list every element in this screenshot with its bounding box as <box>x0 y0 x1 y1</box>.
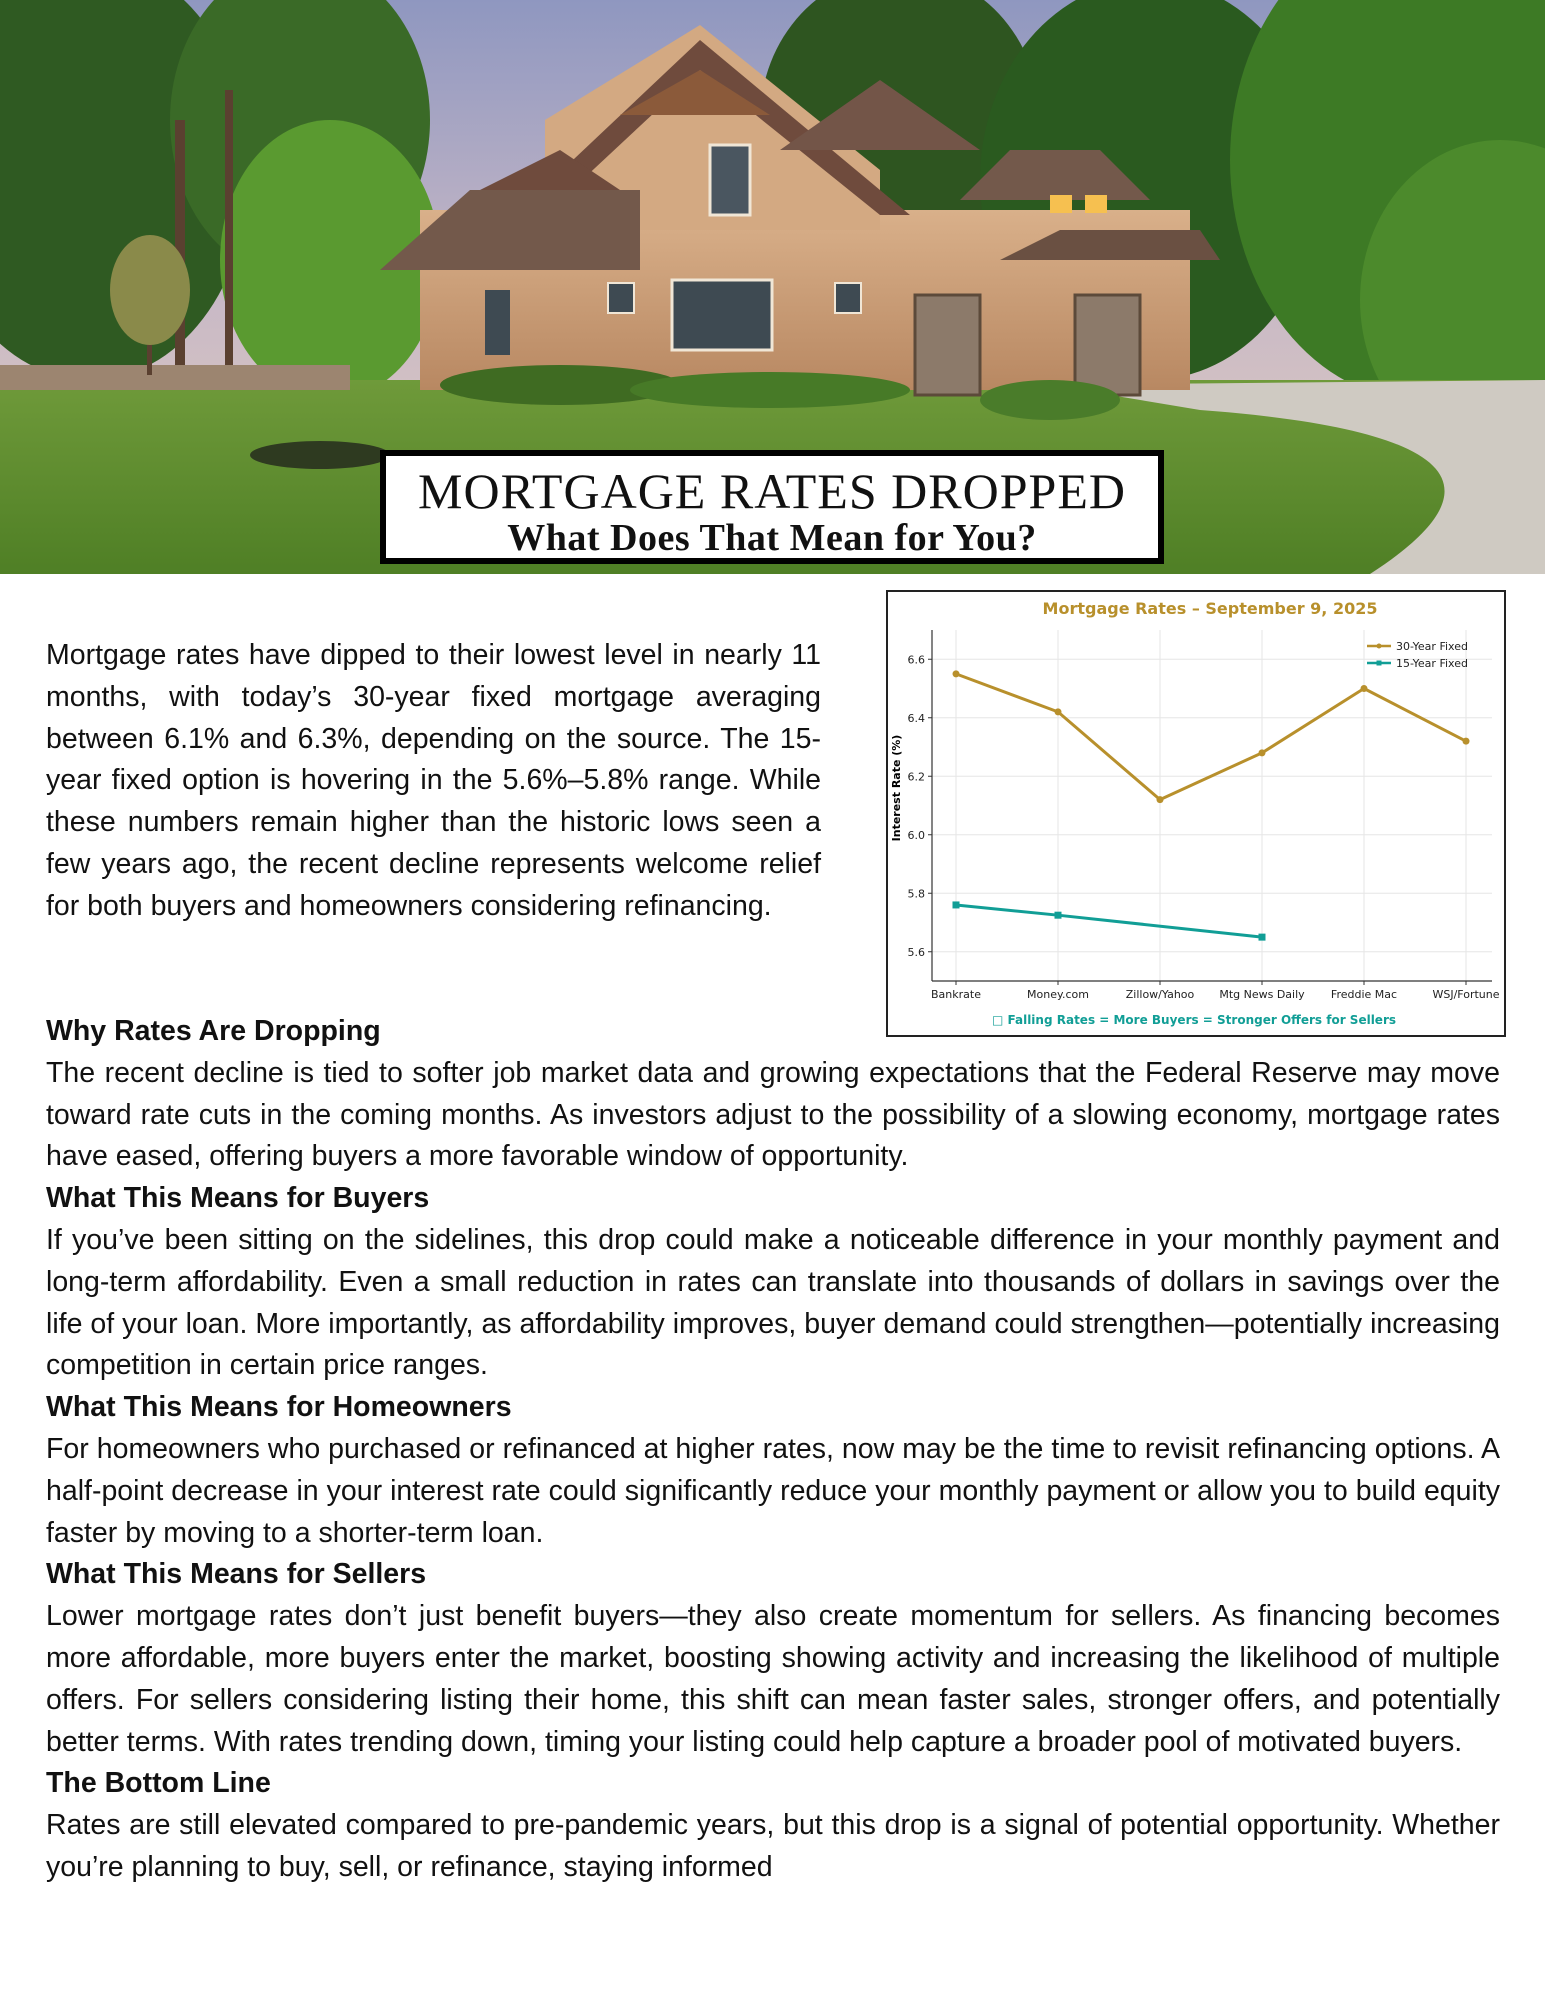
chart-title: Mortgage Rates – September 9, 2025 <box>1042 599 1378 618</box>
x-tick-label: Freddie Mac <box>1330 988 1398 1001</box>
y-tick-label: 6.2 <box>907 770 925 784</box>
mortgage-rates-chart <box>886 590 1506 1037</box>
y-tick-label: 6.4 <box>907 711 925 725</box>
x-tick-label: Mtg News Daily <box>1219 988 1305 1001</box>
section-text: If you’ve been sitting on the sidelines, this drop could make a noticeable difference in your monthly payment and long-term affordability. Even a small reduction in rates can translate into thousands of dollars in savings over the life of your loan. More importantly, as affordability improves, buyer demand could strengthen—potentially increasing competition in certain price ranges. <box>46 1223 1500 1382</box>
section-heading: What This Means for Homeowners <box>46 1391 512 1424</box>
title-banner <box>380 450 1164 564</box>
section-heading: The Bottom Line <box>46 1767 271 1800</box>
y-axis-label: Interest Rate (%) <box>890 734 903 842</box>
section-text: Rates are still elevated compared to pre-pandemic years, but this drop is a signal of potential opportunity. Whether you’re planning to buy, sell, or refinance, staying informed <box>46 1809 1500 1883</box>
hero-image <box>0 0 1545 574</box>
section-buyers <box>46 1178 1500 1387</box>
chart-series <box>953 670 1470 940</box>
section-why-rates-dropping <box>46 1011 1500 1178</box>
section-homeowners <box>46 1387 1500 1554</box>
chart-caption: □ Falling Rates = More Buyers = Stronger Offers for Sellers <box>991 1013 1397 1027</box>
y-tick-label: 5.6 <box>907 945 925 959</box>
section-heading: Why Rates Are Dropping <box>46 1015 381 1047</box>
section-sellers <box>46 1554 1500 1763</box>
data-point <box>1259 749 1266 756</box>
data-point <box>1463 738 1470 745</box>
section-text: Lower mortgage rates don’t just benefit buyers—they also create momentum for sellers. As financing becomes more affordable, more buyers enter the market, boosting showing activity and increasing the likelihood of multiple offers. For sellers considering listing their home, this shift can mean faster sales, stronger offers, and potentially better terms. With rates trending down, timing your listing could help capture a broader pool of motivated buyers. <box>46 1600 1500 1758</box>
article-body <box>46 1011 1500 1889</box>
y-tick-label: 6.6 <box>907 653 925 667</box>
legend-marker <box>1377 644 1382 649</box>
x-tick-label: Money.com <box>1027 988 1089 1001</box>
data-point <box>1157 796 1164 803</box>
section-heading: What This Means for Buyers <box>46 1182 430 1215</box>
section-text: The recent decline is tied to softer job market data and growing expectations that the Federal Reserve may move toward rate cuts in the coming months. As investors adjust to the possibility of a slowing economy, mortgage rates have eased, offering buyers a more favorable window of opportunity. <box>46 1056 1500 1173</box>
data-point <box>1055 708 1062 715</box>
x-tick-label: Bankrate <box>931 988 981 1001</box>
data-point <box>953 901 960 908</box>
legend-label: 30-Year Fixed <box>1396 640 1468 653</box>
page-subtitle: What Does That Mean for You? <box>507 517 1037 559</box>
chart-svg <box>888 592 1504 1035</box>
data-point <box>1259 934 1266 941</box>
section-heading: What This Means for Sellers <box>46 1558 427 1591</box>
section-bottom-line <box>46 1763 1500 1888</box>
series-line-1 <box>956 674 1466 800</box>
page-title: MORTGAGE RATES DROPPED <box>418 463 1126 519</box>
data-point <box>953 670 960 677</box>
x-tick-label: WSJ/Fortune <box>1432 988 1500 1001</box>
data-point <box>1361 685 1368 692</box>
y-tick-label: 6.0 <box>907 828 925 842</box>
chart-legend <box>1367 640 1468 670</box>
section-text: For homeowners who purchased or refinanced at higher rates, now may be the time to revisit refinancing options. A half-point decrease in your interest rate could significantly reduce your monthly payment or allow you to build equity faster by moving to a shorter-term loan. <box>46 1432 1500 1549</box>
y-tick-labels <box>908 653 926 959</box>
legend-label: 15-Year Fixed <box>1396 657 1468 670</box>
x-tick-labels <box>931 988 1500 1001</box>
legend-marker <box>1377 661 1382 666</box>
series-line-2 <box>956 905 1262 937</box>
data-point <box>1055 912 1062 919</box>
y-tick-label: 5.8 <box>907 887 925 901</box>
intro-paragraph: Mortgage rates have dipped to their lowest level in nearly 11 months, with today’s 30-year fixed mortgage averaging between 6.1% and 6.3%, depending on the source. The 15-year fixed option is hovering in the 5.6%–5.8% range. While these numbers remain higher than the historic lows seen a few years ago, the recent decline represents welcome relief for both buyers and homeowners considering refinancing. <box>46 639 821 922</box>
chart-axes <box>932 630 1492 981</box>
x-tick-label: Zillow/Yahoo <box>1125 988 1195 1001</box>
